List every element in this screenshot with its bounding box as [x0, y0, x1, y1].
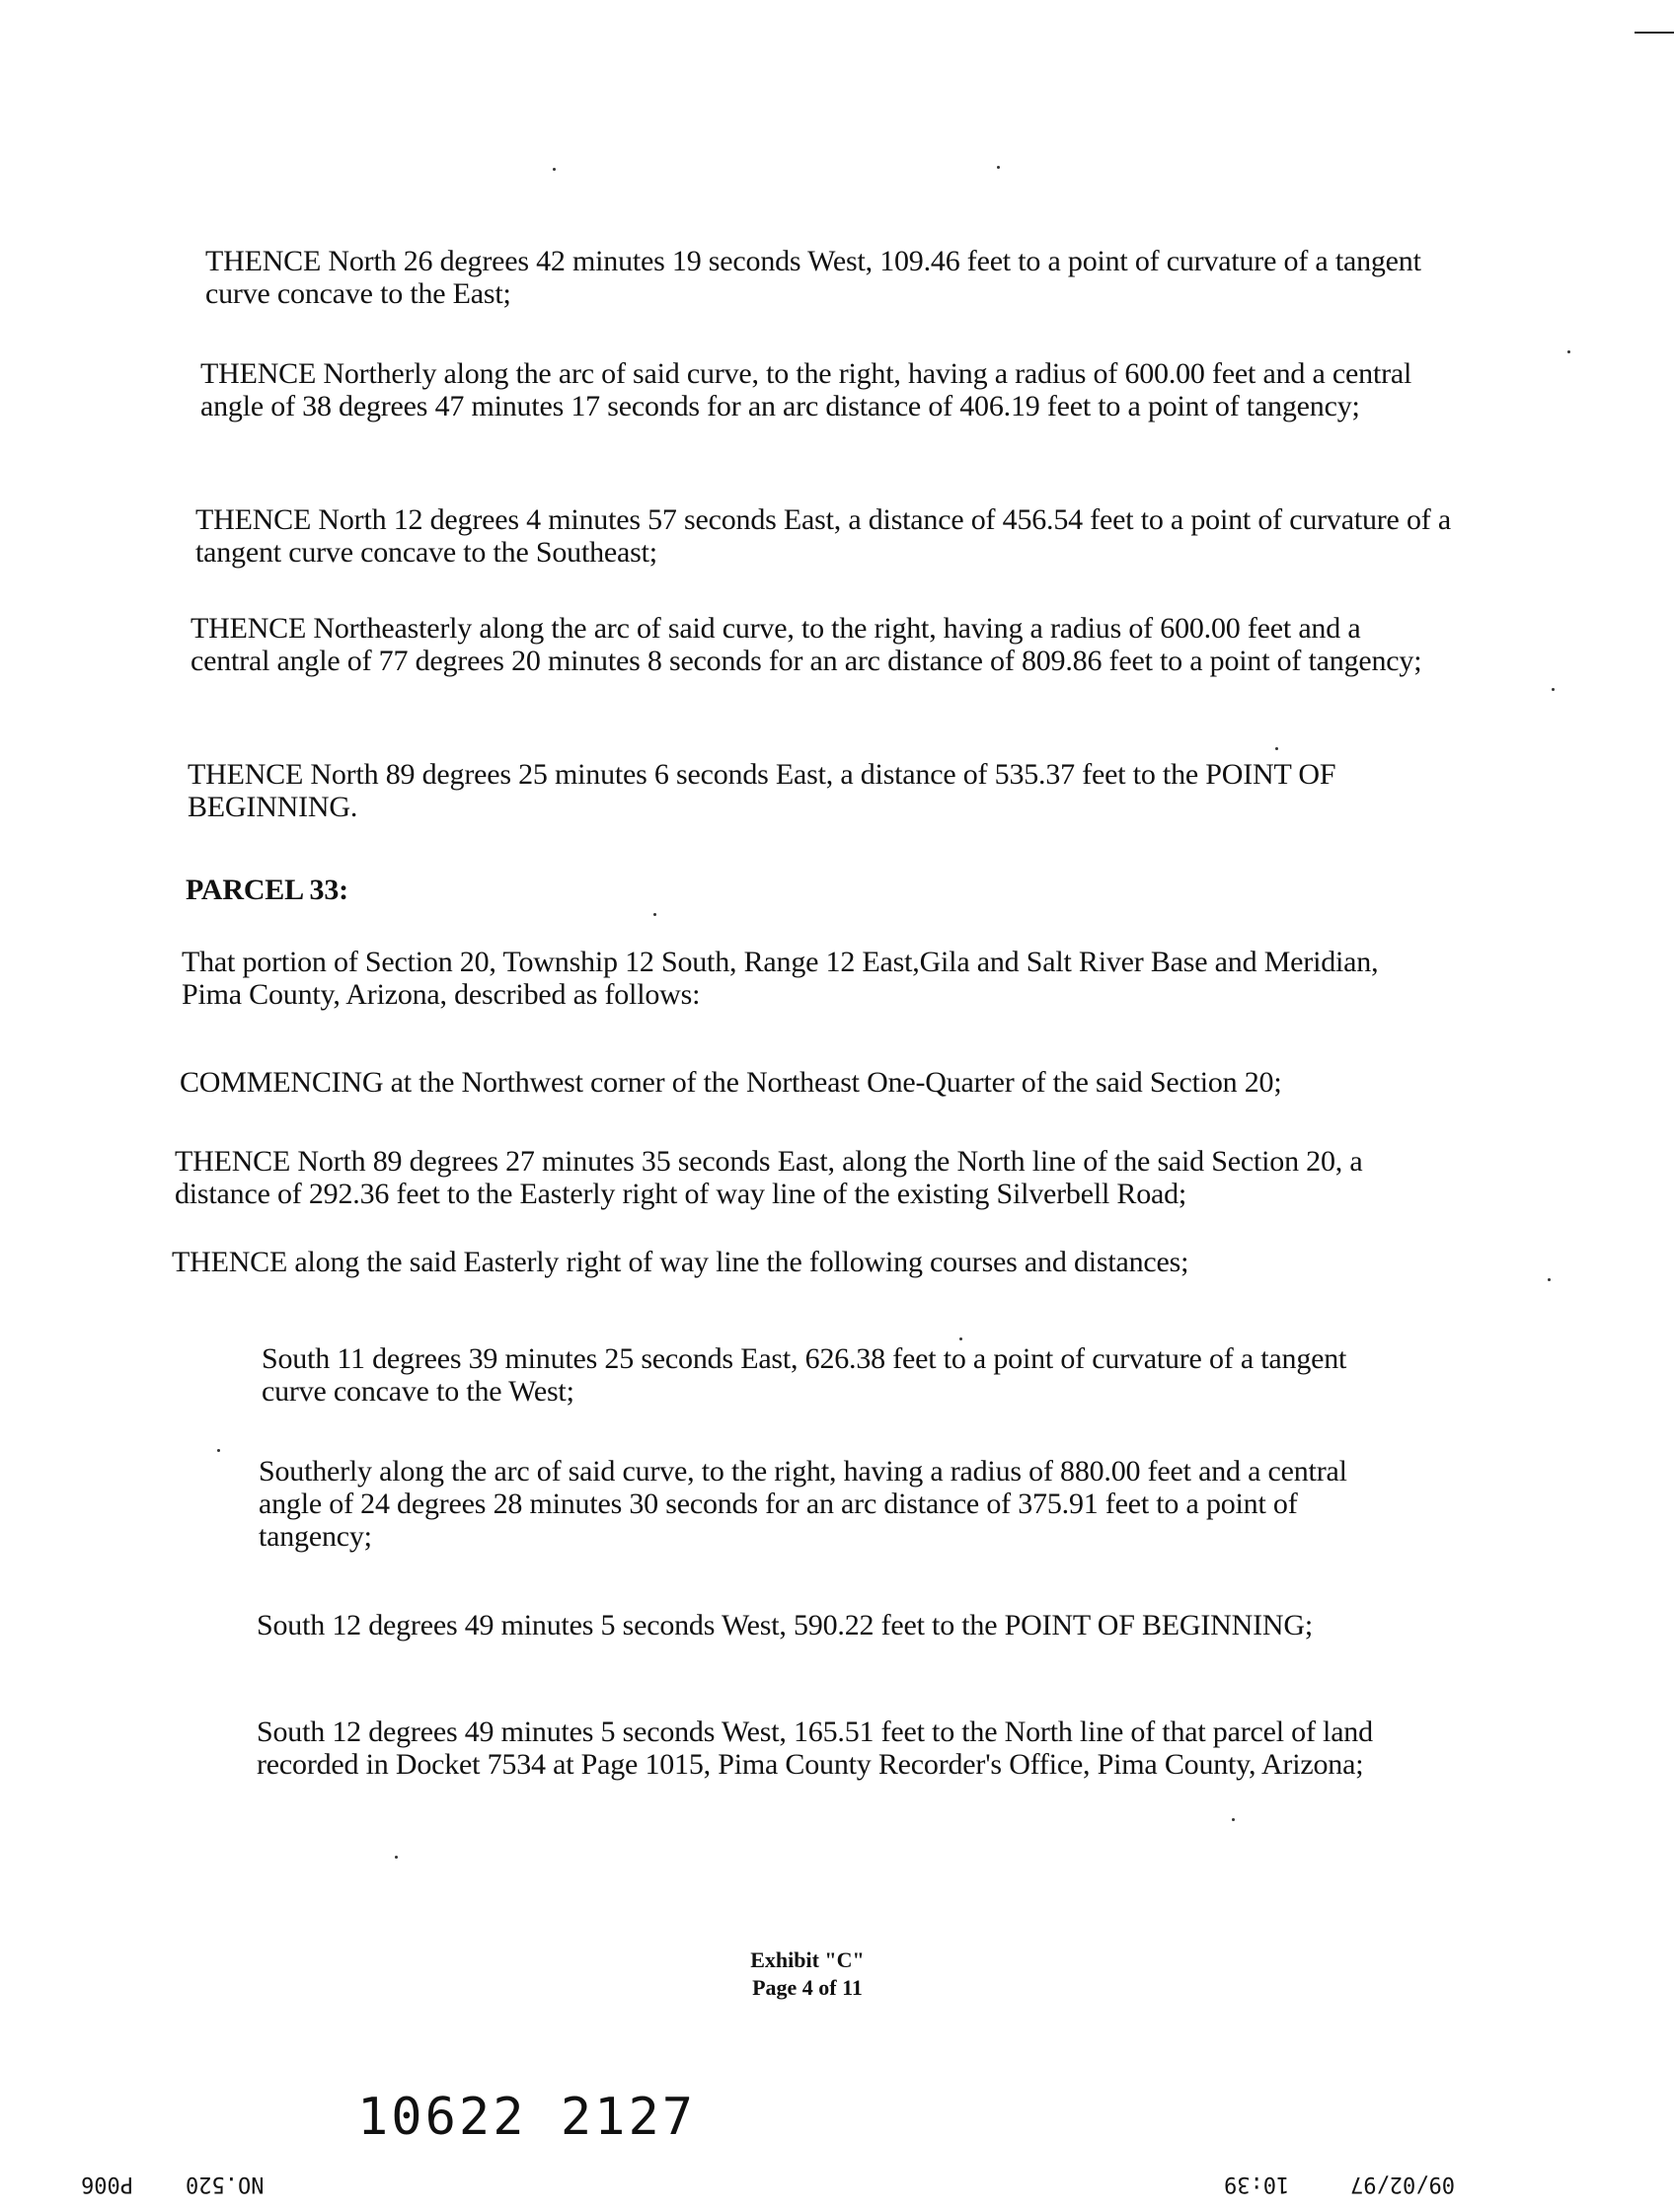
- course-paragraph-1: South 11 degrees 39 minutes 25 seconds East, 626.38 feet to a point of curvature of a tangent curve concave to the West;: [262, 1342, 1347, 1408]
- legal-paragraph-1: THENCE North 26 degrees 42 minutes 19 seconds West, 109.46 feet to a point of curvature of a tangent curve concave to the East;: [205, 245, 1421, 310]
- scan-speck: [1552, 688, 1555, 691]
- scan-edge-mark: [1635, 32, 1674, 34]
- course-paragraph-2: Southerly along the arc of said curve, to the right, having a radius of 880.00 feet and a central angle of 24 degrees 28 minutes 30 seconds for an arc distance of 375.91 feet to a point of tangency;: [259, 1455, 1347, 1553]
- legal-paragraph-4: THENCE Northeasterly along the arc of said curve, to the right, having a radius of 600.00 feet and a central angle of 77 degrees 20 minutes 8 seconds for an arc distance of 809.86 feet to a point of tangency;: [190, 612, 1422, 677]
- fax-number: NO.520: [186, 2172, 265, 2196]
- legal-paragraph-7: COMMENCING at the Northwest corner of the Northeast One-Quarter of the said Section 20;: [180, 1066, 1282, 1099]
- fax-time: 10:39: [1224, 2172, 1290, 2196]
- scan-speck: [1548, 1278, 1551, 1281]
- scan-speck: [395, 1856, 398, 1859]
- legal-paragraph-2: THENCE Northerly along the arc of said curve, to the right, having a radius of 600.00 feet and a central angle of 38 degrees 47 minutes 17 seconds for an arc distance of 406.19 feet to a point of tangency;: [200, 357, 1412, 422]
- scan-speck: [959, 1337, 962, 1340]
- fax-page-code: P006: [81, 2172, 133, 2196]
- scan-speck: [1567, 350, 1570, 353]
- fax-date: 09/02/97: [1350, 2172, 1455, 2196]
- scan-speck: [653, 913, 656, 916]
- course-paragraph-4: South 12 degrees 49 minutes 5 seconds West, 165.51 feet to the North line of that parcel of land recorded in Docket 7534 at Page 1015, Pima County Recorder's Office, Pima County, Arizona;: [257, 1716, 1373, 1781]
- scan-speck: [1275, 747, 1278, 750]
- scan-speck: [1232, 1818, 1235, 1821]
- page-number: Page 4 of 11: [752, 1975, 863, 2000]
- scan-speck: [553, 168, 556, 171]
- legal-paragraph-9: THENCE along the said Easterly right of way line the following courses and distances;: [172, 1246, 1189, 1278]
- parcel-heading: PARCEL 33:: [186, 874, 348, 906]
- legal-paragraph-8: THENCE North 89 degrees 27 minutes 35 seconds East, along the North line of the said Section 20, a distance of 292.36 feet to the Easterly right of way line of the existing Silverbell Road;: [175, 1145, 1363, 1210]
- course-paragraph-3: South 12 degrees 49 minutes 5 seconds West, 590.22 feet to the POINT OF BEGINNING;: [257, 1609, 1313, 1641]
- legal-paragraph-3: THENCE North 12 degrees 4 minutes 57 seconds East, a distance of 456.54 feet to a point of curvature of a tangent curve concave to the Southeast;: [195, 503, 1451, 569]
- scan-speck: [217, 1449, 220, 1452]
- scan-speck: [997, 166, 1000, 169]
- legal-paragraph-5: THENCE North 89 degrees 25 minutes 6 seconds East, a distance of 535.37 feet to the POINT OF BEGINNING.: [188, 758, 1336, 823]
- recorder-docket-number: 10622 2127: [357, 2088, 697, 2147]
- legal-paragraph-6: That portion of Section 20, Township 12 South, Range 12 East,Gila and Salt River Base and Meridian, Pima County, Arizona, described as follows:: [182, 946, 1379, 1011]
- exhibit-label: Exhibit "C": [750, 1947, 865, 1972]
